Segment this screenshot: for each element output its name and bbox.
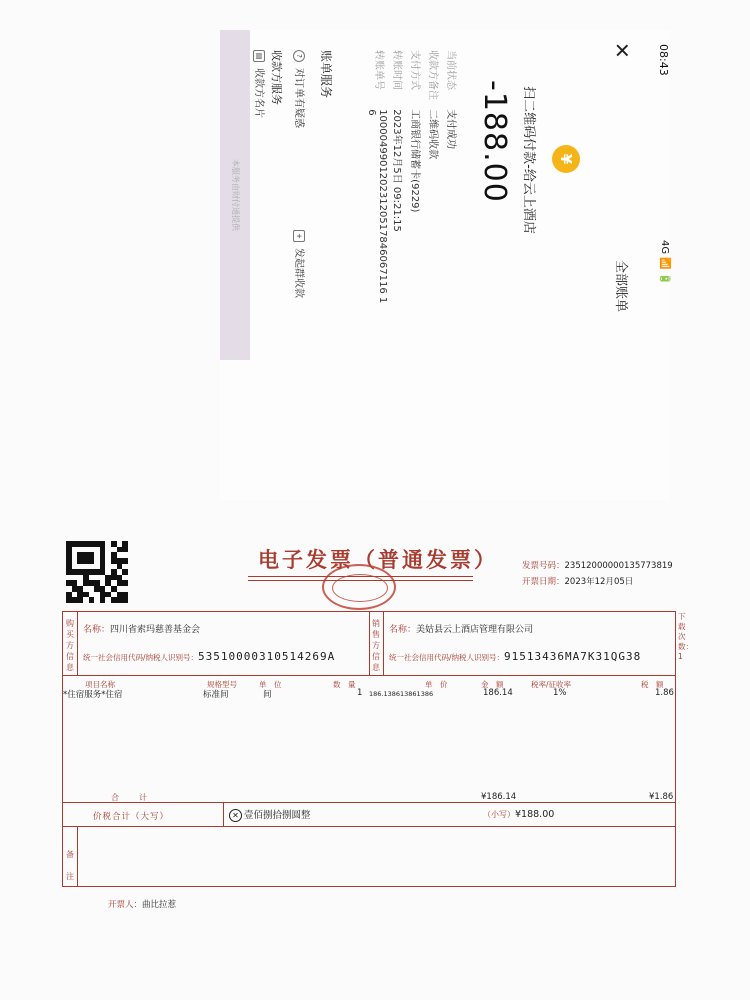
issuer-value: 曲比拉惹 xyxy=(142,900,177,910)
divider xyxy=(383,612,384,675)
total-words-value: 壹佰捌拾捌圆整 xyxy=(244,810,311,821)
detail-payment-method xyxy=(409,50,424,309)
invoice-date xyxy=(522,575,633,587)
col-price: 单 价 xyxy=(425,680,448,689)
detail-value: 工商银行储蓄卡(9229) xyxy=(409,109,420,213)
merchant-title: 扫二维码付款-给云上酒店 xyxy=(521,86,536,234)
group-icon: + xyxy=(293,230,305,242)
detail-value: 2023年12月5日 09:21:15 xyxy=(391,109,402,232)
electronic-invoice xyxy=(0,500,750,1000)
seller-label: 销售方信息 xyxy=(372,619,380,672)
invoice-number xyxy=(522,559,673,571)
buyer-tax-value: 53510000310514269A xyxy=(198,650,336,663)
divider xyxy=(369,612,370,675)
phone-screen xyxy=(220,30,670,500)
invoice-number-value: 23512000000135773819 xyxy=(564,561,673,571)
invoice-table xyxy=(62,611,676,887)
row-tax: 1.86 xyxy=(655,688,674,698)
col-spec: 规格型号 xyxy=(207,680,237,689)
status-time: 08:43 xyxy=(657,44,670,76)
detail-value: 二维码收款 xyxy=(427,109,438,160)
seller-name-label: 名称： xyxy=(389,625,417,635)
divider xyxy=(63,802,675,803)
buyer-name-label: 名称： xyxy=(83,625,111,635)
service-label: 发起群收款 xyxy=(293,248,304,298)
detail-label: 收款方备注 xyxy=(427,50,438,100)
detail-value: 10000499012023120517846067116 16 xyxy=(366,109,388,304)
col-unit: 单 位 xyxy=(259,680,282,689)
service-payee-card[interactable] xyxy=(253,50,268,118)
col-rate: 税率/征收率 xyxy=(531,680,572,689)
payment-provider-banner: 本服务由财付通提供 xyxy=(220,30,250,360)
service-order-question[interactable] xyxy=(293,50,308,128)
seller-tax-label: 统一社会信用代码/纳税人识别号： xyxy=(389,653,505,662)
seller-name xyxy=(389,622,533,635)
divider xyxy=(77,826,78,886)
detail-transaction-no xyxy=(366,50,388,309)
detail-status xyxy=(445,50,460,309)
row-qty: 1 xyxy=(357,688,363,698)
row-spec: 标准间 xyxy=(203,690,229,700)
invoice-date-label: 开票日期： xyxy=(522,577,565,587)
payment-amount: -188.00 xyxy=(477,80,512,203)
all-bills-link[interactable]: 全部账单 xyxy=(613,260,628,313)
seller-tax-value: 91513436MA7K31QG38 xyxy=(504,650,642,663)
divider xyxy=(223,802,224,826)
detail-label: 转账时间 xyxy=(391,50,402,90)
divider xyxy=(63,826,675,827)
issuer-label: 开票人： xyxy=(108,900,143,910)
buyer-tax-label: 统一社会信用代码/纳税人识别号： xyxy=(83,653,199,662)
question-icon: ? xyxy=(293,50,305,62)
col-qty: 数 量 xyxy=(333,680,356,689)
sum-amount: ¥186.14 xyxy=(481,792,517,802)
seller-tax-id xyxy=(389,650,641,663)
close-icon[interactable]: ✕ xyxy=(610,42,634,59)
sum-tax: ¥1.86 xyxy=(649,792,674,802)
detail-time xyxy=(391,50,406,309)
payee-services-title: 收款方服务 xyxy=(270,50,283,105)
service-group-collect[interactable] xyxy=(293,230,308,298)
qr-code-icon xyxy=(66,541,128,603)
invoice-number-label: 发票号码： xyxy=(522,561,565,571)
buyer-name xyxy=(83,622,200,635)
bill-services-title: 账单服务 xyxy=(319,50,333,99)
card-icon: ▤ xyxy=(253,50,265,62)
row-rate: 1% xyxy=(553,688,567,698)
nav-bar xyxy=(224,490,254,500)
total-label: 价税合计（大写） xyxy=(93,812,170,822)
detail-remark xyxy=(427,50,442,309)
buyer-name-value: 四川省索玛慈善基金会 xyxy=(110,625,201,635)
row-unit: 间 xyxy=(263,690,272,700)
row-price: 186.138613861386 xyxy=(369,690,434,698)
tax-seal-stamp xyxy=(322,564,396,610)
merchant-avatar: ¥ xyxy=(552,145,580,173)
service-label: 收款方名片 xyxy=(253,68,264,118)
detail-label: 支付方式 xyxy=(409,50,420,90)
detail-label: 转账单号 xyxy=(373,50,384,90)
total-in-figures xyxy=(483,809,554,820)
divider xyxy=(77,612,78,675)
download-count: 下载次数：1 xyxy=(678,612,693,661)
service-label: 对订单有疑惑 xyxy=(293,68,304,128)
col-amount: 金 额 xyxy=(481,680,504,689)
sum-label: 合计 xyxy=(111,793,167,802)
col-tax: 税 额 xyxy=(641,680,664,689)
status-icons: 4G 📶 🔋 xyxy=(659,240,670,286)
detail-label: 当前状态 xyxy=(445,50,456,90)
detail-value: 支付成功 xyxy=(445,109,456,150)
buyer-label: 购买方信息 xyxy=(66,619,74,672)
row-item: *住宿服务*住宿 xyxy=(63,690,123,700)
divider xyxy=(63,675,675,676)
total-in-words xyxy=(229,807,311,822)
total-small-label: （小写） xyxy=(483,810,515,819)
issuer xyxy=(108,898,176,910)
buyer-tax-id xyxy=(83,650,335,663)
invoice-date-value: 2023年12月05日 xyxy=(564,577,634,587)
col-item: 项目名称 xyxy=(85,680,115,689)
seller-name-value: 美姑县云上酒店管理有限公司 xyxy=(416,625,534,635)
row-amount: 186.14 xyxy=(483,688,513,698)
invoice-title: 电子发票（普通发票） xyxy=(258,547,498,572)
cross-circle-icon: ✕ xyxy=(229,809,242,822)
total-small-value: ¥188.00 xyxy=(515,809,555,820)
remark-label: 备注 xyxy=(66,850,74,881)
